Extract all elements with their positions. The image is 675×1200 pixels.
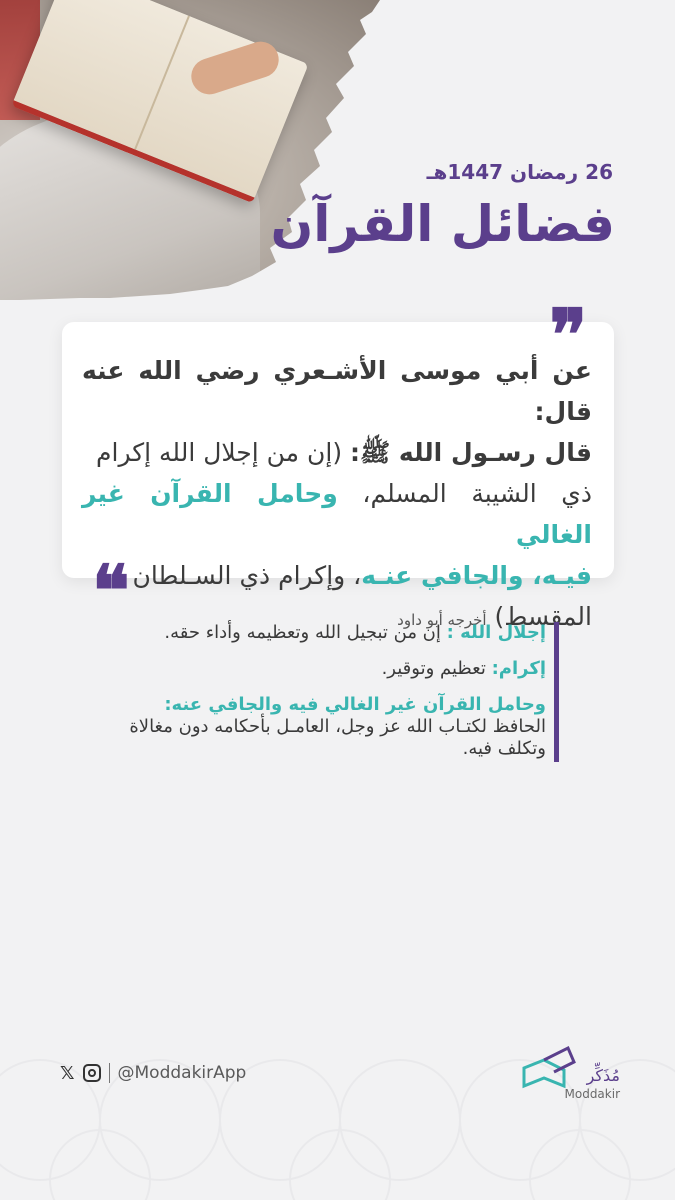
instagram-icon[interactable] (83, 1064, 101, 1082)
hadith-text (82, 350, 592, 641)
hadith-text-part: المقسط) (494, 602, 592, 631)
page-title: فضائل القرآن (270, 195, 615, 253)
definition-item (119, 694, 546, 760)
torn-paper-edge (0, 0, 675, 310)
x-icon[interactable]: 𝕏 (60, 1062, 75, 1084)
hadith-text-part: ، وإكرام ذي السـلطان (132, 561, 362, 590)
definition-item (119, 658, 546, 680)
open-quote-icon: ❞ (549, 293, 587, 376)
hadith-narrator: عن أبي موسى الأشـعري رضي الله عنه قال: (82, 356, 592, 426)
definitions-list (119, 622, 559, 762)
hadith-highlight: فيـه، والجافي عنـه (361, 561, 592, 590)
definition-term: وحامل القرآن غير الغالي فيه والجافي عنه: (164, 694, 546, 715)
hadith-text-part: (إن من إجلال الله إكرام (96, 438, 351, 467)
social-bar (60, 1060, 246, 1086)
hadith-prophet-said: قال رسـول الله ﷺ: (350, 438, 592, 467)
hadith-source: أخرجه أبو داود (397, 611, 487, 629)
hadith-highlight: وحامل القرآن غير الغالي (82, 479, 592, 549)
definition-term: إجلال الله : (446, 622, 546, 643)
definition-text: الحافظ لكتـاب الله عز وجل، العامـل بأحكامه دون مغالاة وتكلف فيه. (129, 716, 546, 759)
hadith-text-part: ذي الشيبة المسلم، (337, 479, 593, 508)
hadith-card (62, 322, 614, 631)
divider (109, 1063, 110, 1083)
logo-arabic: مُذَكِّر (586, 1066, 620, 1085)
social-handle[interactable]: @ModdakirApp (117, 1063, 247, 1083)
close-quote-icon: ❝ (92, 549, 130, 632)
definition-term: إكرام: (491, 658, 546, 679)
definition-text: تعظيم وتوقير. (381, 658, 492, 679)
hijri-date: 26 رمضان 1447هـ (426, 160, 613, 184)
logo-english: Moddakir (564, 1087, 620, 1101)
definition-text: إن من تبجيل الله وتعظيمه وأداء حقه. (164, 622, 447, 643)
definition-item (119, 622, 546, 644)
